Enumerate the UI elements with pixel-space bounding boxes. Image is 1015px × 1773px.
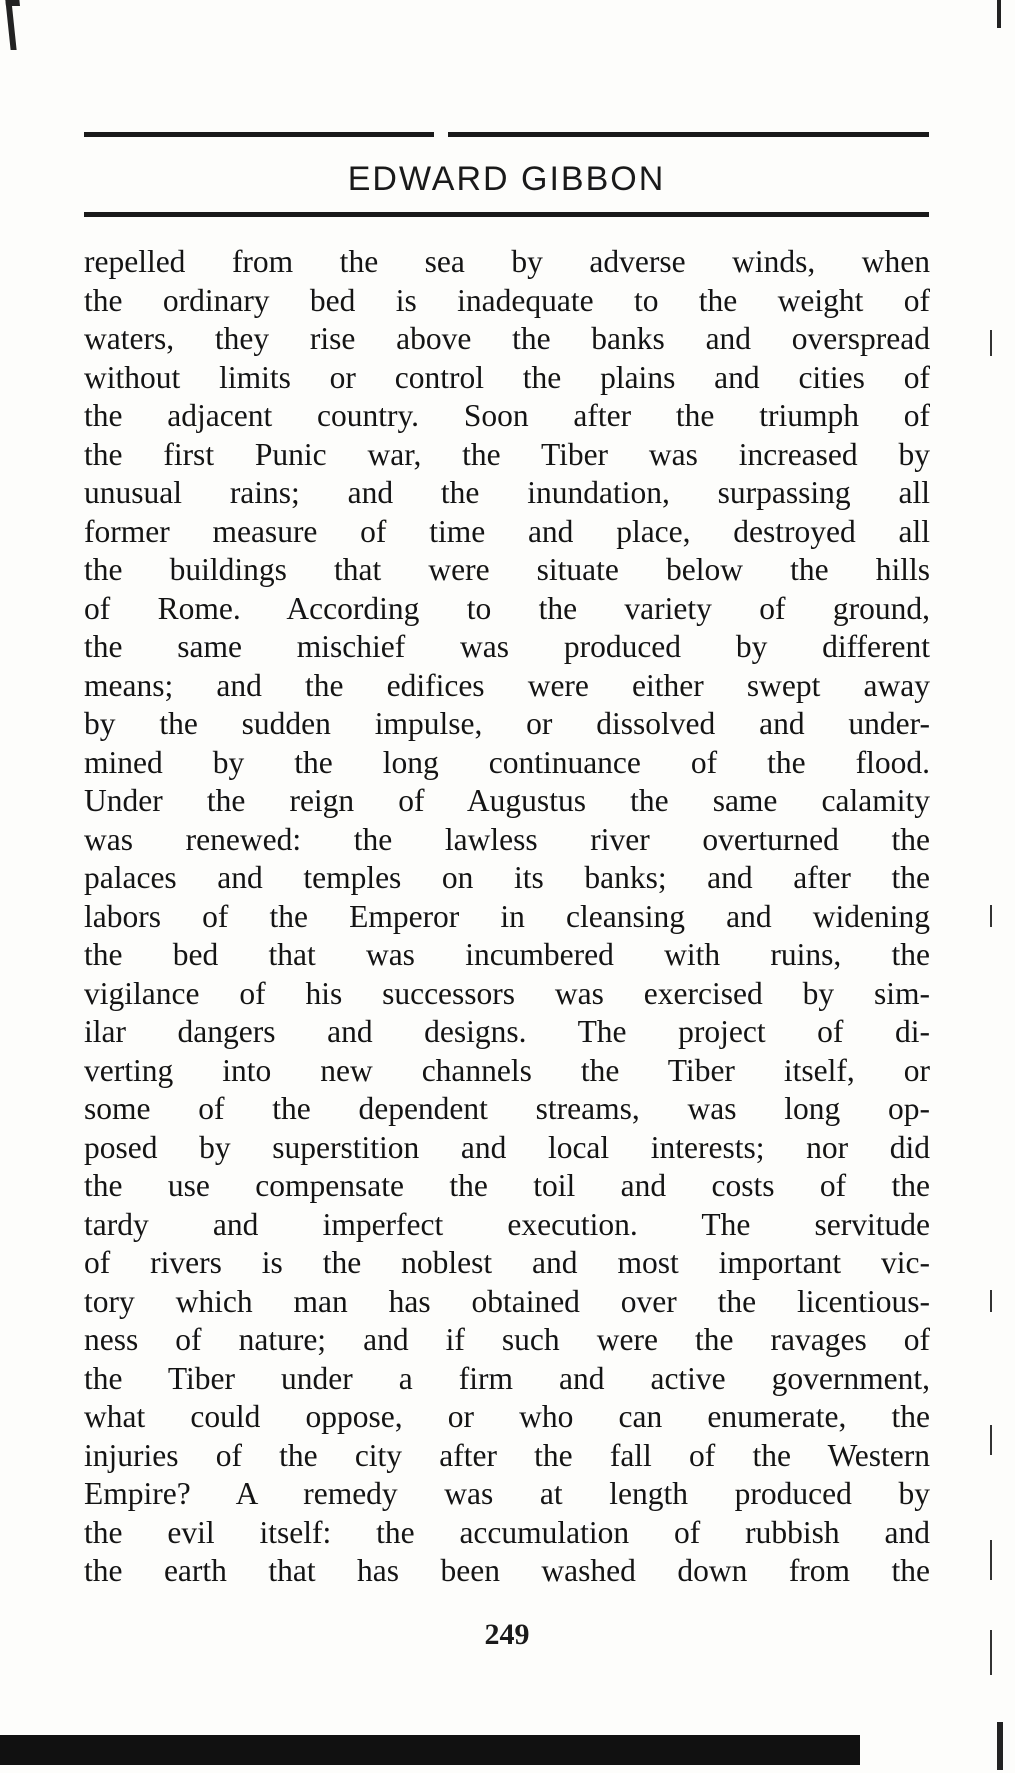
edge-print-mark xyxy=(997,1722,1003,1770)
text-line: the bed that was incumbered with ruins, the xyxy=(84,937,930,972)
text-line: the buildings that were situate below the hills xyxy=(84,552,930,587)
margin-mark xyxy=(990,330,992,356)
text-line: waters, they rise above the banks and overspread xyxy=(84,321,930,356)
text-line: palaces and temples on its banks; and after the xyxy=(84,860,930,895)
text-line: Under the reign of Augustus the same calamity xyxy=(84,783,930,818)
text-line: repelled from the sea by adverse winds, when xyxy=(84,244,930,279)
text-line: labors of the Emperor in cleansing and widening xyxy=(84,898,930,934)
header-top-rule xyxy=(84,132,929,137)
margin-mark xyxy=(990,1540,992,1580)
text-line: of Rome. According to the variety of ground, xyxy=(84,590,930,626)
text-line: the same mischief was produced by different xyxy=(84,629,930,664)
text-line: the adjacent country. Soon after the triumph of xyxy=(84,398,930,433)
text-line: the first Punic war, the Tiber was increased by xyxy=(84,436,930,472)
body-text xyxy=(84,243,930,1591)
footer-scan-edge xyxy=(0,1735,860,1765)
text-line: vigilance of his successors was exercised by sim- xyxy=(84,975,930,1011)
text-line: the use compensate the toil and costs of the xyxy=(84,1168,930,1203)
text-line: the earth that has been washed down from the xyxy=(84,1553,930,1588)
text-line: ness of nature; and if such were the ravages of xyxy=(84,1322,930,1357)
text-line: was renewed: the lawless river overturned the xyxy=(84,821,930,857)
text-line: tardy and imperfect execution. The servitude xyxy=(84,1206,930,1242)
text-line: verting into new channels the Tiber itself, or xyxy=(84,1052,930,1088)
text-line: injuries of the city after the fall of the Western xyxy=(84,1437,930,1473)
text-line: mined by the long continuance of the flood. xyxy=(84,744,930,780)
text-line: without limits or control the plains and cities of xyxy=(84,359,930,395)
text-line: tory which man has obtained over the licentious- xyxy=(84,1283,930,1319)
margin-mark xyxy=(990,1425,992,1455)
header-bottom-rule xyxy=(84,212,929,217)
text-line: former measure of time and place, destroyed all xyxy=(84,513,930,549)
text-line: the Tiber under a firm and active government, xyxy=(84,1360,930,1396)
edge-print-mark xyxy=(997,0,1001,28)
margin-mark xyxy=(990,905,992,927)
running-header-title: EDWARD GIBBON xyxy=(347,160,666,198)
text-line: the evil itself: the accumulation of rubbish and xyxy=(84,1514,930,1550)
page-number: 249 xyxy=(484,1618,530,1651)
text-line: ilar dangers and designs. The project of di- xyxy=(84,1014,930,1049)
text-line: what could oppose, or who can enumerate, the xyxy=(84,1399,930,1434)
margin-mark xyxy=(990,1290,992,1312)
text-line: of rivers is the noblest and most important vic- xyxy=(84,1245,930,1280)
margin-mark xyxy=(990,1630,992,1675)
text-line: unusual rains; and the inundation, surpassing all xyxy=(84,475,930,510)
corner-print-mark xyxy=(5,0,16,50)
text-line: means; and the edifices were either swept away xyxy=(84,667,930,703)
text-line: posed by superstition and local interests; nor did xyxy=(84,1129,930,1165)
text-line: some of the dependent streams, was long op- xyxy=(84,1091,930,1126)
text-line: the ordinary bed is inadequate to the weight of xyxy=(84,282,930,318)
text-line: by the sudden impulse, or dissolved and under- xyxy=(84,706,930,741)
text-line: Empire? A remedy was at length produced by xyxy=(84,1476,930,1511)
